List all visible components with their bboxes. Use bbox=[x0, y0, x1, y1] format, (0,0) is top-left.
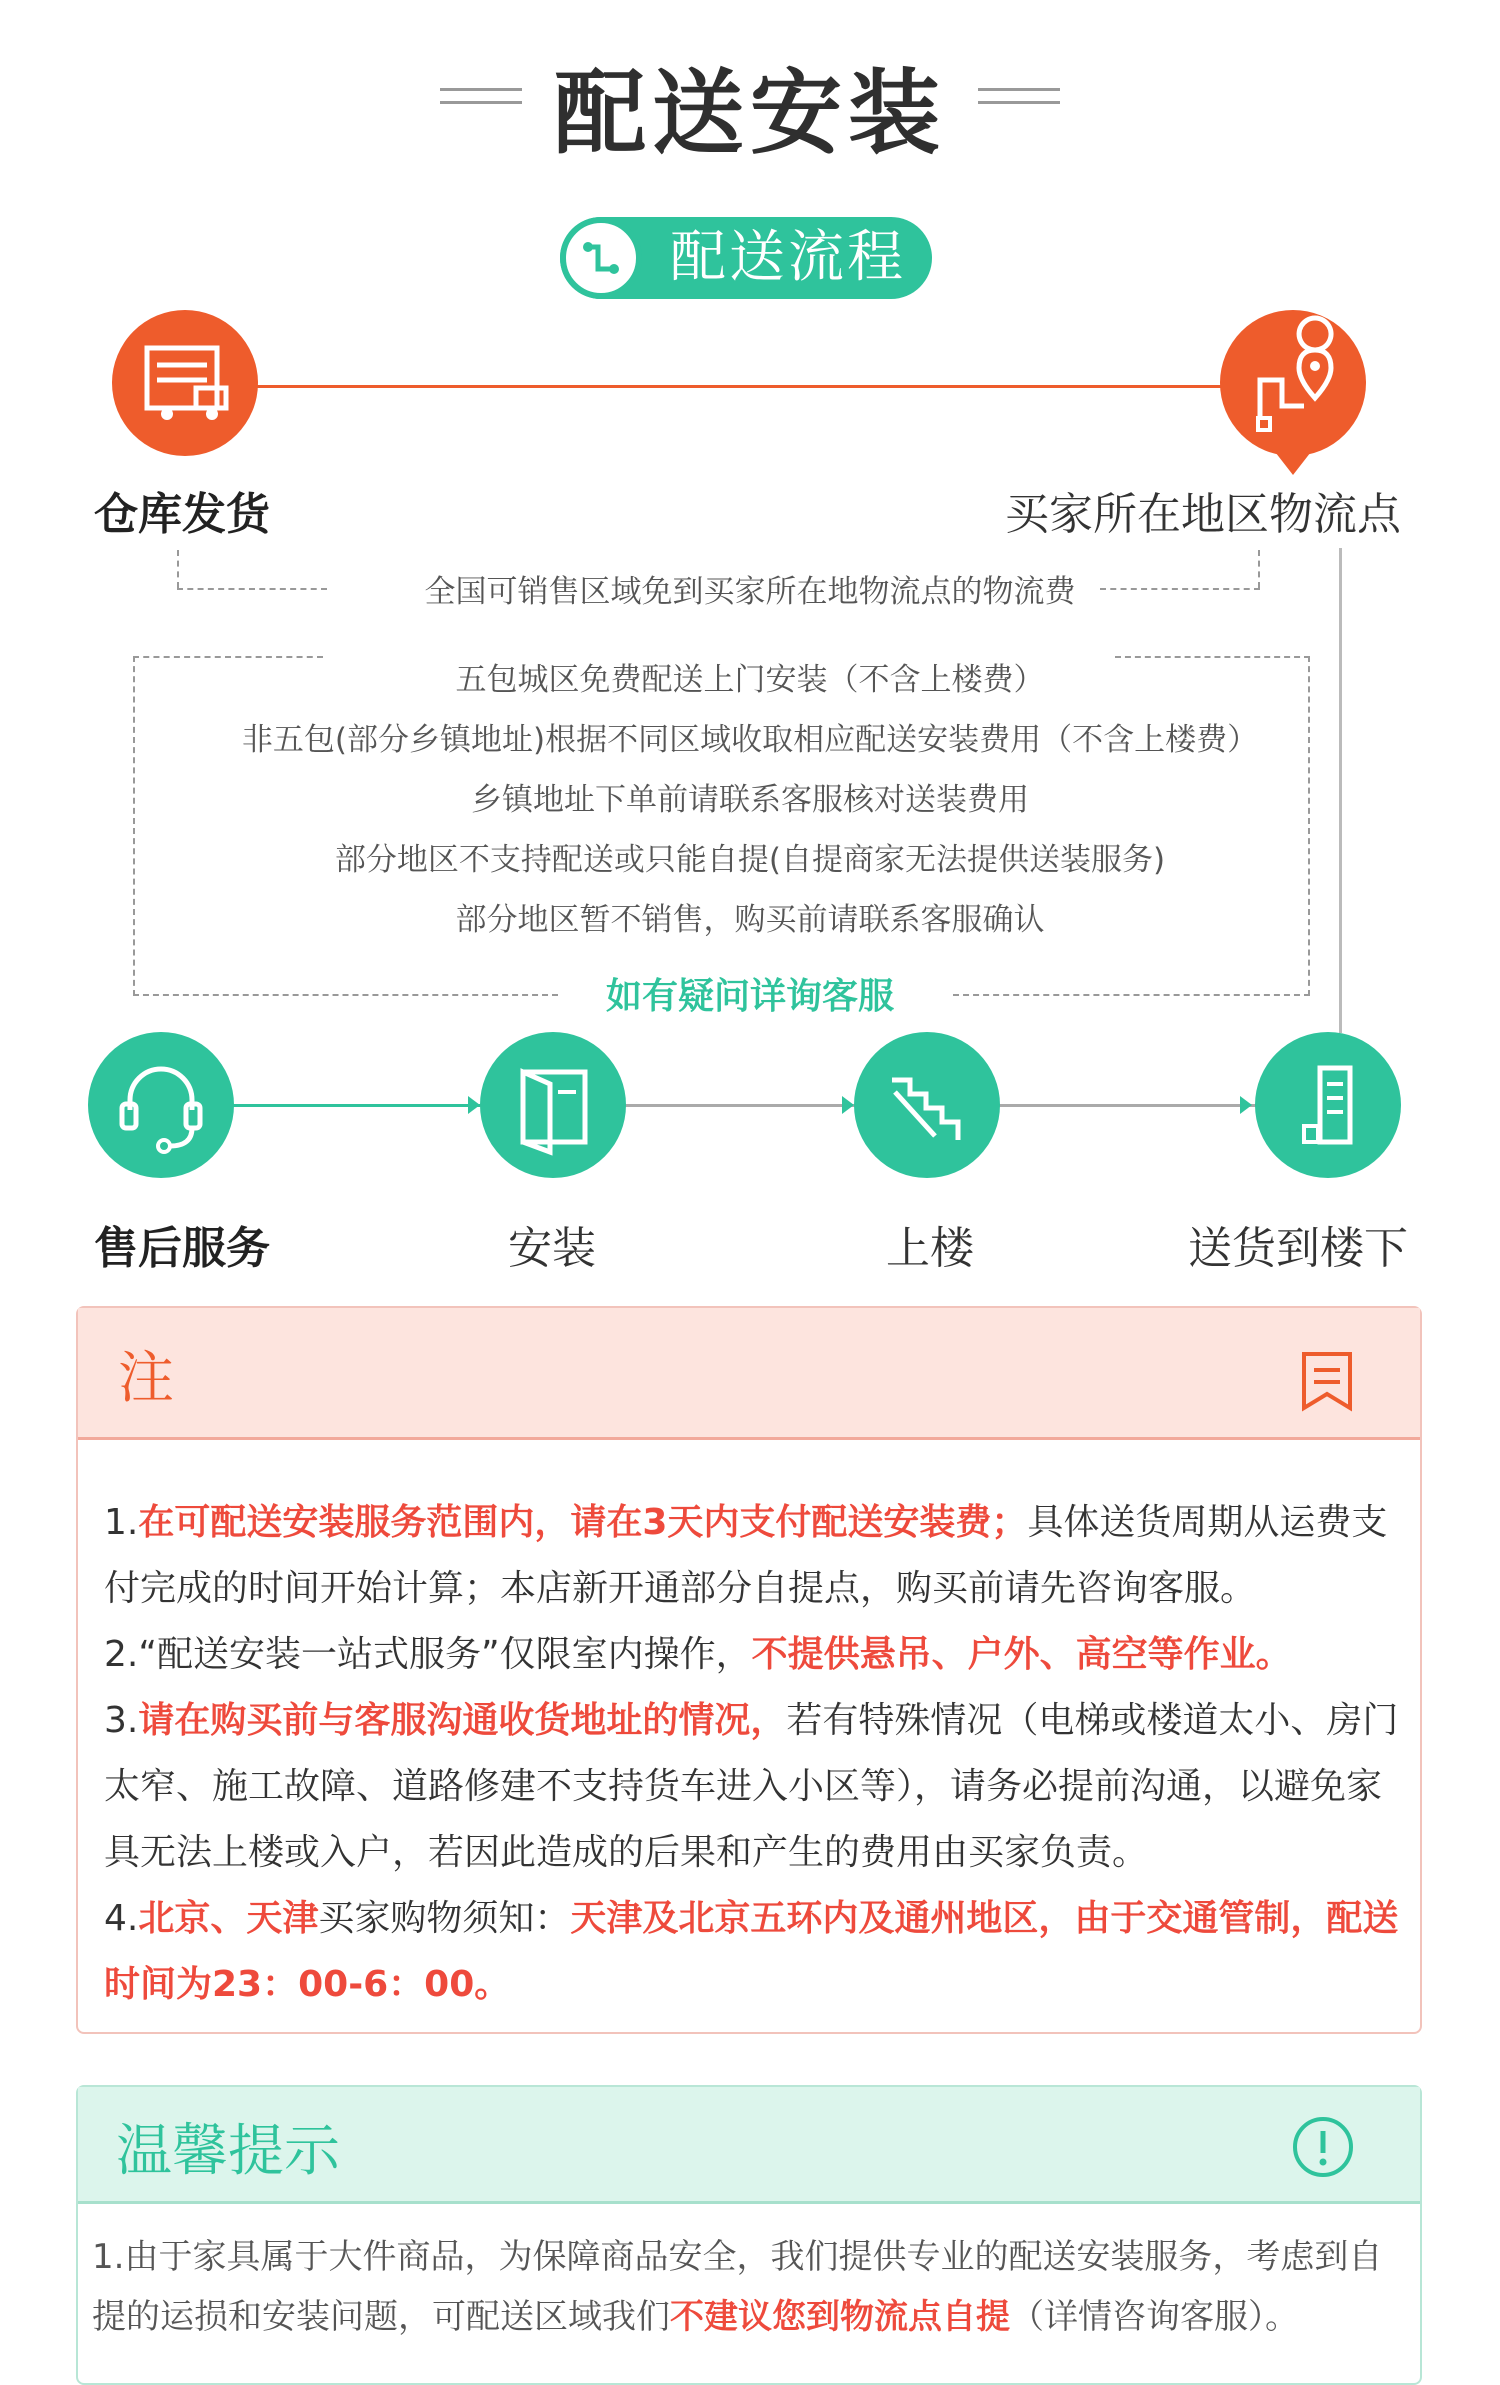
step-label-warehouse: 仓库发货 bbox=[94, 489, 270, 540]
tips-text: （详情咨询客服）。 bbox=[1010, 2297, 1299, 2337]
tips-text: 1.由于家具属于大件商品，为保障商品安全，我们提供专业的配送安装服务，考虑到自提的运损和安装问题，可配送区域我们 bbox=[92, 2237, 1383, 2337]
map-pin-icon bbox=[1220, 310, 1366, 480]
notice-text: 2.“配送安装一站式服务”仅限室内操作， bbox=[104, 1634, 752, 1675]
page-title: 配送安装 bbox=[553, 60, 946, 167]
step-label-upstairs: 上楼 bbox=[886, 1223, 974, 1274]
tips-title: 温馨提示 bbox=[116, 2119, 340, 2184]
service-note: 部分地区暂不销售，购买前请联系客服确认 bbox=[455, 902, 1045, 938]
bookmark-icon bbox=[1300, 1350, 1354, 1412]
service-note: 非五包(部分乡镇地址)根据不同区域收取相应配送安装费用（不含上楼费） bbox=[241, 722, 1259, 758]
title-decor-right bbox=[978, 88, 1060, 104]
door-icon bbox=[466, 1032, 626, 1178]
headset-icon bbox=[88, 1032, 234, 1178]
downstairs-step bbox=[1238, 1032, 1408, 1178]
consult-customer-service-link[interactable]: 如有疑问详询客服 bbox=[605, 976, 894, 1017]
notice-box bbox=[76, 1306, 1422, 2034]
step-label-downstairs: 送货到楼下 bbox=[1188, 1223, 1408, 1274]
notice-highlight: 北京、天津 bbox=[138, 1898, 319, 1939]
notice-highlight: 请在购买前与客服沟通收货地址的情况， bbox=[138, 1700, 787, 1741]
notice-header bbox=[78, 1308, 1420, 1440]
tips-box bbox=[76, 2085, 1422, 2385]
tips-item-1 bbox=[92, 2227, 1412, 2347]
step-label-install: 安装 bbox=[508, 1223, 596, 1274]
service-note: 五包城区免费配送上门安装（不含上楼费） bbox=[455, 662, 1045, 698]
notice-item-number: 3. bbox=[104, 1700, 139, 1741]
notice-text: 若有特殊情况（电梯或楼道太小、房门太窄、施工故障、道路修建不支持货车进入小区等），请务必提前沟通，以避免家具无法上楼或入户，若因此造成的后果和产生的费用由买家负责。 bbox=[104, 1700, 1399, 1873]
notice-item-4 bbox=[104, 1886, 1400, 2018]
notice-item-number: 1. bbox=[104, 1502, 139, 1543]
flow-badge bbox=[560, 217, 932, 299]
install-step bbox=[466, 1032, 626, 1178]
free-freight-note: 全国可销售区域免到买家所在地物流点的物流费 bbox=[424, 574, 1076, 610]
tips-header bbox=[78, 2087, 1420, 2204]
notice-text: 具体送货周期从运费支付完成的时间开始计算；本店新开通部分自提点，购买前请先咨询客服。 bbox=[104, 1502, 1388, 1609]
warehouse-step bbox=[112, 310, 258, 456]
stairs-icon bbox=[840, 1032, 1000, 1178]
notice-item-3 bbox=[104, 1688, 1400, 1886]
flow-label: 配送流程 bbox=[670, 225, 906, 290]
notice-item-2 bbox=[104, 1622, 1400, 1688]
flow-line-top bbox=[250, 385, 1250, 388]
box-dash-right bbox=[1308, 656, 1310, 996]
service-note: 乡镇地址下单前请联系客服核对送装费用 bbox=[471, 782, 1029, 818]
notice-highlight: 不提供悬吊、户外、高空等作业。 bbox=[751, 1634, 1292, 1675]
tips-highlight: 不建议您到物流点自提 bbox=[670, 2297, 1010, 2337]
service-note: 部分地区不支持配送或只能自提(自提商家无法提供送装服务) bbox=[334, 842, 1166, 878]
route-icon bbox=[560, 217, 642, 299]
notice-item-1 bbox=[104, 1490, 1400, 1622]
box-dash-left bbox=[133, 656, 135, 996]
notice-highlight: 在可配送安装服务范围内，请在3天内支付配送安装费； bbox=[138, 1502, 1028, 1543]
notice-item-number: 4. bbox=[104, 1898, 139, 1939]
notice-highlight: 天津及北京五环内及通州地区，由于交通管制，配送时间为23：00-6：00。 bbox=[104, 1898, 1399, 2005]
step-label-logistics: 买家所在地区物流点 bbox=[1005, 489, 1401, 540]
notice-text: 买家购物须知： bbox=[318, 1898, 571, 1939]
alert-icon bbox=[1291, 2115, 1355, 2179]
upstairs-step bbox=[840, 1032, 1000, 1178]
after-sales-step bbox=[88, 1032, 234, 1178]
notice-title: 注 bbox=[118, 1346, 174, 1411]
warehouse-truck-icon bbox=[112, 310, 258, 456]
building-icon bbox=[1238, 1032, 1408, 1178]
logistics-step bbox=[1220, 310, 1366, 480]
step-label-after-sales: 售后服务 bbox=[94, 1223, 270, 1274]
